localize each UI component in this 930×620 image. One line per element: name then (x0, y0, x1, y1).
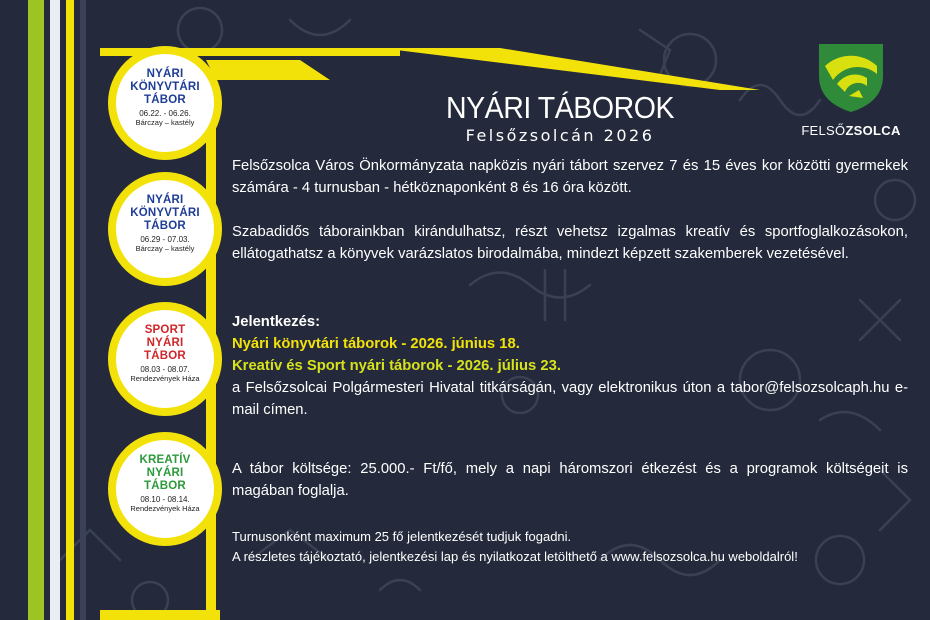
application-where: a Felsőzsolcai Polgármesteri Hivatal titkárságán, vagy elektronikus úton a tabor@felsozsolcaph.hu e-mail címen. (232, 380, 908, 418)
poster-subtitle: Felsőzsolcán 2026 (465, 126, 655, 145)
camp-dates: 06.29 - 07.03. (140, 235, 190, 244)
camp-title-line: KREATÍV (139, 454, 191, 466)
camp-place: Bárczay – kastély (135, 118, 195, 127)
logo-text-light: FELSŐ (801, 123, 846, 138)
activities-text: Szabadidős táborainkban kirándulhatsz, részt vehetsz izgalmas kreatív és sportfoglalkozásokon, ellátogathatsz a könyvek varázslatos birodalmába, mindezt képzett szakemberek vezetésével. (232, 224, 908, 262)
town-shield-icon (811, 36, 891, 116)
camp-title-line: SPORT (144, 324, 186, 336)
camp-badge-library-1 (108, 46, 222, 160)
application-section (232, 311, 908, 421)
camp-dates: 06.22. - 06.26. (139, 109, 191, 118)
cost-text: A tábor költsége: 25.000.- Ft/fő, mely a napi háromszori étkezést és a programok költségeit is magában foglalja. (232, 461, 908, 499)
deadline-creative-sport: Kreatív és Sport nyári táborok - 2026. július 23. (232, 358, 561, 374)
camp-title-line: NYÁRI (146, 467, 184, 479)
application-heading: Jelentkezés: (232, 314, 321, 330)
camp-badge-sport (108, 302, 222, 416)
poster-title: NYÁRI TÁBOROK (445, 90, 675, 125)
download-note: A részletes tájékoztató, jelentkezési lap és nyilatkozat letölthető a www.felsozsolca.hu weboldalról! (232, 549, 798, 564)
camp-title-line: NYÁRI (146, 68, 184, 80)
camp-title-line: NYÁRI (146, 194, 184, 206)
camp-dates: 08.10 - 08.14. (140, 495, 190, 504)
camp-title-line: TÁBOR (144, 220, 186, 232)
camp-badge-library-2 (108, 172, 222, 286)
intro-paragraph (232, 155, 908, 199)
camp-title-line: KÖNYVTÁRI (130, 207, 200, 219)
logo-wordmark (796, 123, 906, 138)
camp-place: Rendezvények Háza (130, 504, 200, 513)
deadline-library: Nyári könyvtári táborok - 2026. június 18. (232, 336, 520, 352)
camp-title-line: NYÁRI (146, 337, 184, 349)
logo-text-bold: ZSOLCA (845, 123, 901, 138)
capacity-note: Turnusonként maximum 25 fő jelentkezését tudjuk fogadni. (232, 529, 572, 544)
camp-place: Bárczay – kastély (135, 244, 195, 253)
notes-section (232, 527, 908, 567)
activities-paragraph (232, 221, 908, 265)
camp-badge-creative (108, 432, 222, 546)
camp-dates: 08.03 - 08.07. (140, 365, 190, 374)
camp-place: Rendezvények Háza (130, 374, 200, 383)
camp-title-line: TÁBOR (144, 480, 186, 492)
intro-text: Felsőzsolca Város Önkormányzata napközis nyári tábort szervez 7 és 15 éves kor közötti gyermekek számára - 4 turnusban - hétköznaponként 8 és 16 óra között. (232, 158, 908, 196)
camp-title-line: KÖNYVTÁRI (130, 81, 200, 93)
cost-paragraph (232, 458, 908, 502)
camp-title-line: TÁBOR (144, 350, 186, 362)
poster-title-block (420, 90, 700, 145)
town-logo (796, 36, 906, 138)
camp-title-line: TÁBOR (144, 94, 186, 106)
